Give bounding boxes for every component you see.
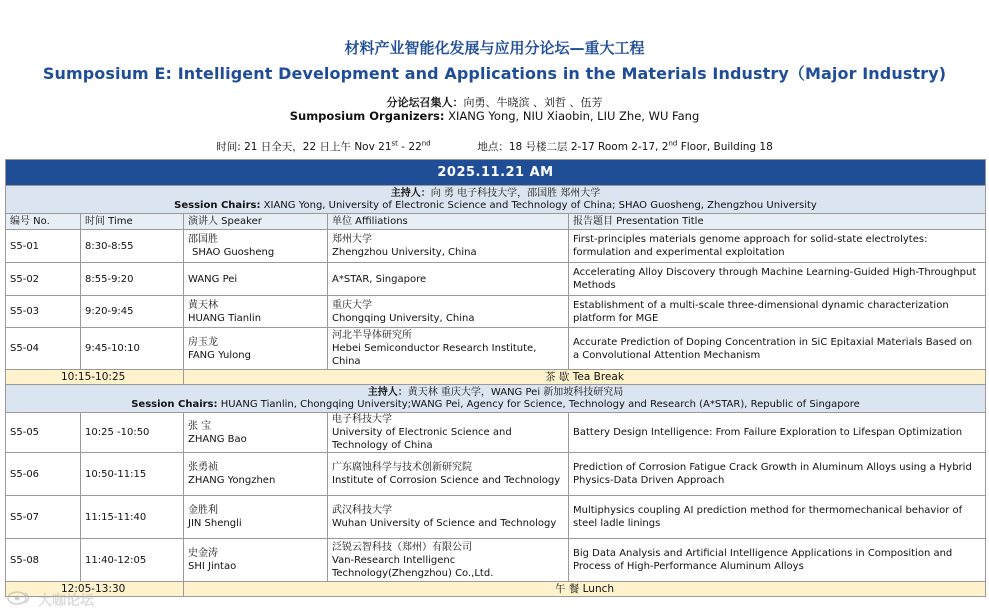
talk-speaker: 史金涛 SHI Jintao	[184, 539, 328, 582]
break-time: 12:05-13:30	[6, 582, 184, 597]
talk-no: S5-07	[6, 496, 81, 539]
session-chairs-row	[6, 186, 986, 214]
talk-speaker: 黄天林 HUANG Tianlin	[184, 296, 328, 328]
title-chinese: 材料产业智能化发展与应用分论坛—重大工程	[344, 39, 645, 57]
session-chairs-row	[6, 385, 986, 413]
talk-no: S5-08	[6, 539, 81, 582]
title-english: Sumposium E: Intelligent Development and Applications in the Materials Industry（Major Industry)	[42, 64, 947, 83]
talk-affiliation: 重庆大学 Chongqing University, China	[328, 296, 569, 328]
talk-affiliation: 泛锐云智科技（郑州）有限公司 Van-Research Intelligenc Technology(Zhengzhou) Co.,Ltd.	[328, 539, 569, 582]
session-chairs: 主持人：向 勇 电子科技大学，邵国胜 郑州大学 Session Chairs: XIANG Yong, University of Electronic Science and Technology of China; SHAO Guosheng, Zhengzhou University	[6, 186, 986, 214]
talk-affiliation: 电子科技大学 University of Electronic Science and Technology of China	[328, 413, 569, 453]
column-header-row	[6, 214, 986, 230]
talk-affiliation: A*STAR, Singapore	[328, 263, 569, 296]
organizers-en-label: Sumposium Organizers:	[289, 109, 445, 123]
organizers-cn-label: 分论坛召集人：	[386, 96, 464, 109]
schedule-table	[5, 159, 986, 597]
table-row	[6, 263, 986, 296]
talk-speaker: 房玉龙 FANG Yulong	[184, 328, 328, 370]
talk-no: S5-02	[6, 263, 81, 296]
talk-title: Big Data Analysis and Artificial Intelligence Applications in Composition and Process of High-Performance Aluminum Alloys	[569, 539, 986, 582]
time-info: 时间: 21 日全天，22 日上午 Nov 21st - 22nd	[216, 139, 431, 153]
talk-affiliation: 河北半导体研究所 Hebei Semiconductor Research Institute, China	[328, 328, 569, 370]
talk-title: Prediction of Corrosion Fatigue Crack Growth in Aluminum Alloys using a Hybrid Physics-Data Driven Approach	[569, 453, 986, 496]
talk-time: 11:40-12:05	[81, 539, 184, 582]
table-row	[6, 539, 986, 582]
table-row	[6, 328, 986, 370]
organizers-en-names: XIANG Yong, NIU Xiaobin, LIU Zhe, WU Fang	[448, 109, 700, 123]
talk-time: 8:55-9:20	[81, 263, 184, 296]
table-row	[6, 453, 986, 496]
talk-no: S5-04	[6, 328, 81, 370]
talk-no: S5-01	[6, 230, 81, 263]
col-header-time: 时间 Time	[81, 214, 184, 230]
time-and-place	[0, 139, 989, 154]
watermark-text: 大咖论坛	[38, 593, 94, 609]
break-label: 午 餐 Lunch	[184, 582, 986, 597]
eye-logo-icon	[6, 589, 36, 607]
table-row	[6, 496, 986, 539]
watermark	[6, 586, 106, 610]
talk-affiliation: 广东腐蚀科学与技术创新研究院 Institute of Corrosion Science and Technology	[328, 453, 569, 496]
tea-break-row	[6, 370, 986, 385]
talk-title: Accurate Prediction of Doping Concentration in SiC Epitaxial Materials Based on a Convolutional Attention Mechanism	[569, 328, 986, 370]
date-banner: 2025.11.21 AM	[6, 160, 986, 186]
break-label: 茶 歇 Tea Break	[184, 370, 986, 385]
talk-affiliation: 郑州大学 Zhengzhou University, China	[328, 230, 569, 263]
talk-time: 9:45-10:10	[81, 328, 184, 370]
talk-speaker: 张 宝 ZHANG Bao	[184, 413, 328, 453]
talk-speaker: 金胜利 JIN Shengli	[184, 496, 328, 539]
talk-speaker: 邵国胜 SHAO Guosheng	[184, 230, 328, 263]
talk-time: 10:25 -10:50	[81, 413, 184, 453]
talk-title: Multiphysics coupling AI prediction method for thermomechanical behavior of steel ladle linings	[569, 496, 986, 539]
place-info: 地点：18 号楼二层 2-17 Room 2-17, 2nd Floor, Building 18	[477, 139, 773, 153]
talk-time: 10:50-11:15	[81, 453, 184, 496]
talk-time: 11:15-11:40	[81, 496, 184, 539]
talk-time: 8:30-8:55	[81, 230, 184, 263]
talk-time: 9:20-9:45	[81, 296, 184, 328]
talk-title: Accelerating Alloy Discovery through Machine Learning-Guided High-Throughput Methods	[569, 263, 986, 296]
col-header-title: 报告题目 Presentation Title	[569, 214, 986, 230]
break-time: 10:15-10:25	[6, 370, 184, 385]
talk-speaker: 张勇祯 ZHANG Yongzhen	[184, 453, 328, 496]
col-header-affiliation: 单位 Affiliations	[328, 214, 569, 230]
date-banner-row	[6, 160, 986, 186]
table-row	[6, 296, 986, 328]
organizers-chinese	[0, 94, 989, 110]
talk-title: Battery Design Intelligence: From Failure Exploration to Lifespan Optimization	[569, 413, 986, 453]
col-header-no: 编号 No.	[6, 214, 81, 230]
talk-affiliation: 武汉科技大学 Wuhan University of Science and Technology	[328, 496, 569, 539]
talk-no: S5-05	[6, 413, 81, 453]
talk-no: S5-03	[6, 296, 81, 328]
talk-speaker: WANG Pei	[184, 263, 328, 296]
talk-no: S5-06	[6, 453, 81, 496]
session-chairs: 主持人：黄天林 重庆大学，WANG Pei 新加坡科技研究局 Session Chairs: HUANG Tianlin, Chongqing University;WANG Pei, Agency for Science, Technology and Research (A*STAR), Republic of Singapore	[6, 385, 986, 413]
talk-title: Establishment of a multi-scale three-dimensional dynamic characterization platform for MGE	[569, 296, 986, 328]
table-row	[6, 230, 986, 263]
organizers-english	[0, 109, 989, 123]
table-row	[6, 413, 986, 453]
talk-title: First-principles materials genome approach for solid-state electrolytes: formulation and experimental exploitation	[569, 230, 986, 263]
col-header-speaker: 演讲人 Speaker	[184, 214, 328, 230]
organizers-cn-names: 向勇、牛晓滨 、刘哲 、伍芳	[463, 96, 603, 109]
lunch-break-row	[6, 582, 986, 597]
